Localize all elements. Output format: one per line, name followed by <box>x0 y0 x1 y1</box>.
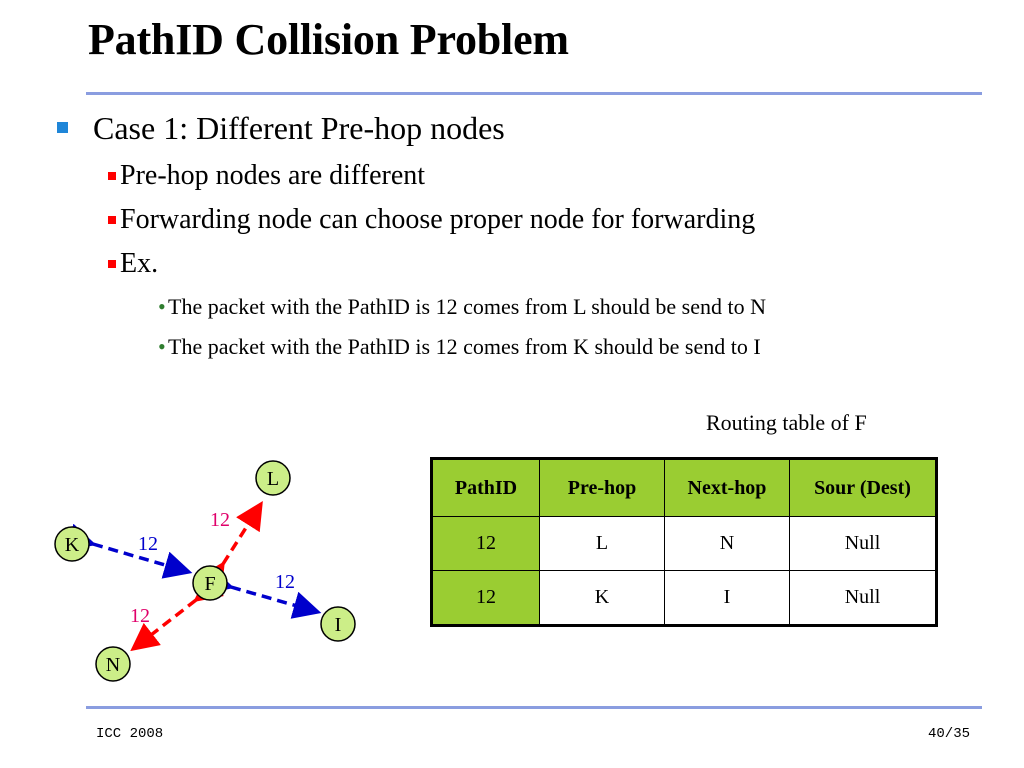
footer-conference: ICC 2008 <box>96 726 164 742</box>
bullet-forwarding-choice <box>120 204 755 236</box>
column-header-prehop: Pre-hop <box>540 459 665 517</box>
node-l <box>256 461 290 495</box>
column-header-nexthop: Next-hop <box>665 459 790 517</box>
cell-nexthop: N <box>665 517 790 571</box>
node-label: L <box>266 468 280 490</box>
column-header-pathid: PathID <box>432 459 540 517</box>
cell-prehop: L <box>540 517 665 571</box>
edge-label-f-i: 12 <box>275 571 295 593</box>
edge-label-f-n: 12 <box>130 605 150 627</box>
table-row <box>432 571 937 626</box>
routing-table-caption: Routing table of F <box>706 410 867 435</box>
edge-label-f-l: 12 <box>210 509 230 531</box>
square-bullet-icon <box>108 216 116 224</box>
bullet-text: The packet with the PathID is 12 comes from K should be send to I <box>168 334 761 359</box>
node-label: N <box>105 654 121 676</box>
footer-page-number: 40/35 <box>927 726 970 742</box>
square-bullet-icon <box>57 122 68 133</box>
edge-label-k-f: 12 <box>138 533 158 555</box>
bullet-case-1 <box>93 110 505 147</box>
node-i <box>321 607 355 641</box>
slide-title: PathID Collision Problem <box>88 15 569 64</box>
cell-sour-dest: Null <box>790 571 937 626</box>
network-diagram <box>0 440 400 700</box>
cell-prehop: K <box>540 571 665 626</box>
footer-divider <box>86 706 982 709</box>
routing-table <box>430 457 938 627</box>
bullet-example-l-to-n <box>158 294 766 320</box>
node-f <box>193 566 227 600</box>
node-k <box>55 527 89 561</box>
cell-sour-dest: Null <box>790 517 937 571</box>
cell-pathid: 12 <box>432 517 540 571</box>
bullet-prehop-different <box>120 160 425 192</box>
bullet-text: Ex. <box>120 248 159 279</box>
bullet-text: Forwarding node can choose proper node for forwarding <box>120 204 756 235</box>
title-divider <box>86 92 982 95</box>
table-header-row <box>432 459 937 517</box>
bullet-text: Pre-hop nodes are different <box>120 160 426 191</box>
bullet-text: The packet with the PathID is 12 comes from L should be send to N <box>168 294 766 319</box>
dot-bullet-icon: • <box>158 294 166 319</box>
bullet-example-k-to-i <box>158 334 761 360</box>
bullet-example <box>120 248 158 280</box>
bullet-text: Case 1: Different Pre-hop nodes <box>93 110 505 146</box>
square-bullet-icon <box>108 260 116 268</box>
column-header-sour-dest: Sour (Dest) <box>790 459 937 517</box>
square-bullet-icon <box>108 172 116 180</box>
table-row <box>432 517 937 571</box>
node-n <box>96 647 130 681</box>
node-label: I <box>334 614 342 636</box>
dot-bullet-icon: • <box>158 334 166 359</box>
node-label: F <box>204 573 216 595</box>
cell-nexthop: I <box>665 571 790 626</box>
node-label: K <box>64 534 80 556</box>
cell-pathid: 12 <box>432 571 540 626</box>
